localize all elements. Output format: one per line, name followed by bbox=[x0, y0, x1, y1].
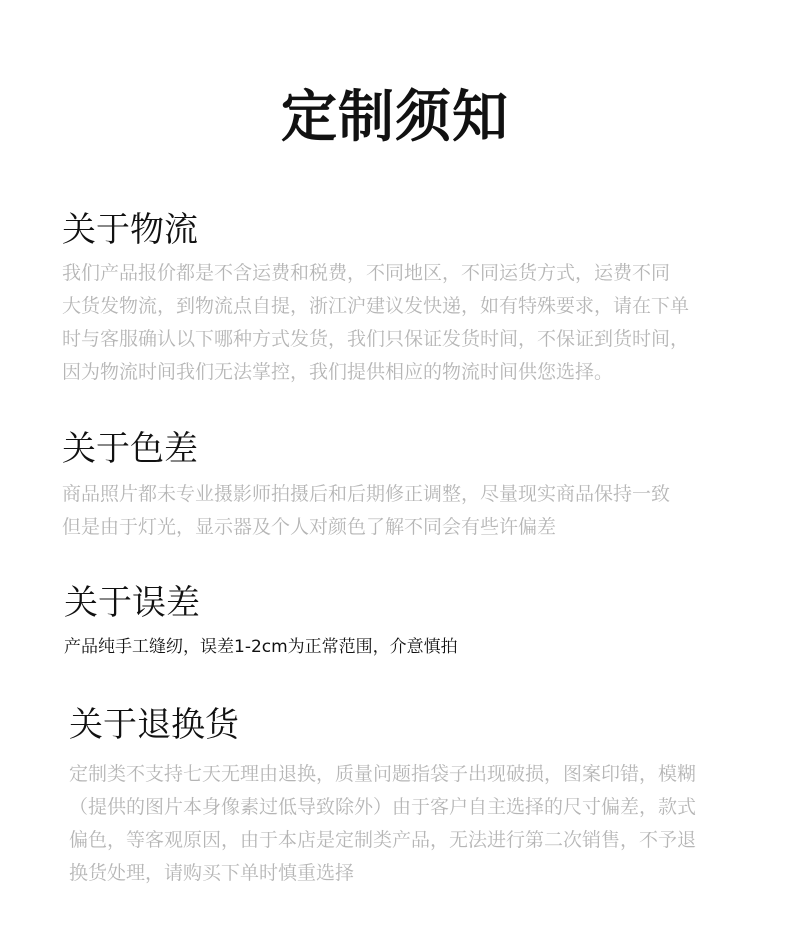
section-body bbox=[62, 478, 670, 544]
body-line: （提供的图片本身像素过低导致除外）由于客户自主选择的尺寸偏差，款式 bbox=[69, 796, 697, 818]
body-line: 定制类不支持七天无理由退换，质量问题指袋子出现破损，图案印错，模糊 bbox=[69, 763, 697, 785]
body-line: 产品纯手工缝纫，误差1-2cm为正常范围，介意慎拍 bbox=[64, 637, 458, 657]
body-line: 商品照片都未专业摄影师拍摄后和后期修正调整，尽量现实商品保持一致 bbox=[62, 483, 671, 505]
body-line: 偏色，等客观原因，由于本店是定制类产品，无法进行第二次销售，不予退 bbox=[69, 829, 697, 851]
body-line: 大货发物流，到物流点自提，浙江沪建议发快递，如有特殊要求，请在下单 bbox=[62, 295, 690, 317]
section-color-difference bbox=[62, 426, 670, 544]
section-heading: 关于物流 bbox=[62, 210, 198, 250]
section-size-error bbox=[64, 580, 458, 662]
body-line: 换货处理，请购买下单时慎重选择 bbox=[69, 862, 355, 884]
section-logistics bbox=[62, 207, 689, 389]
section-body bbox=[69, 758, 696, 890]
section-heading: 关于误差 bbox=[64, 583, 200, 623]
body-line: 我们产品报价都是不含运费和税费，不同地区，不同运货方式，运费不同 bbox=[62, 262, 671, 284]
section-body bbox=[64, 632, 458, 662]
section-heading: 关于退换货 bbox=[69, 705, 239, 745]
section-body bbox=[62, 257, 689, 389]
section-heading: 关于色差 bbox=[62, 429, 198, 469]
page-title: 定制须知 bbox=[281, 85, 509, 150]
body-line: 时与客服确认以下哪种方式发货，我们只保证发货时间，不保证到货时间， bbox=[62, 328, 690, 350]
body-line: 但是由于灯光，显示器及个人对颜色了解不同会有些许偏差 bbox=[62, 516, 557, 538]
section-returns bbox=[69, 702, 696, 890]
body-line: 因为物流时间我们无法掌控，我们提供相应的物流时间供您选择。 bbox=[62, 361, 614, 383]
